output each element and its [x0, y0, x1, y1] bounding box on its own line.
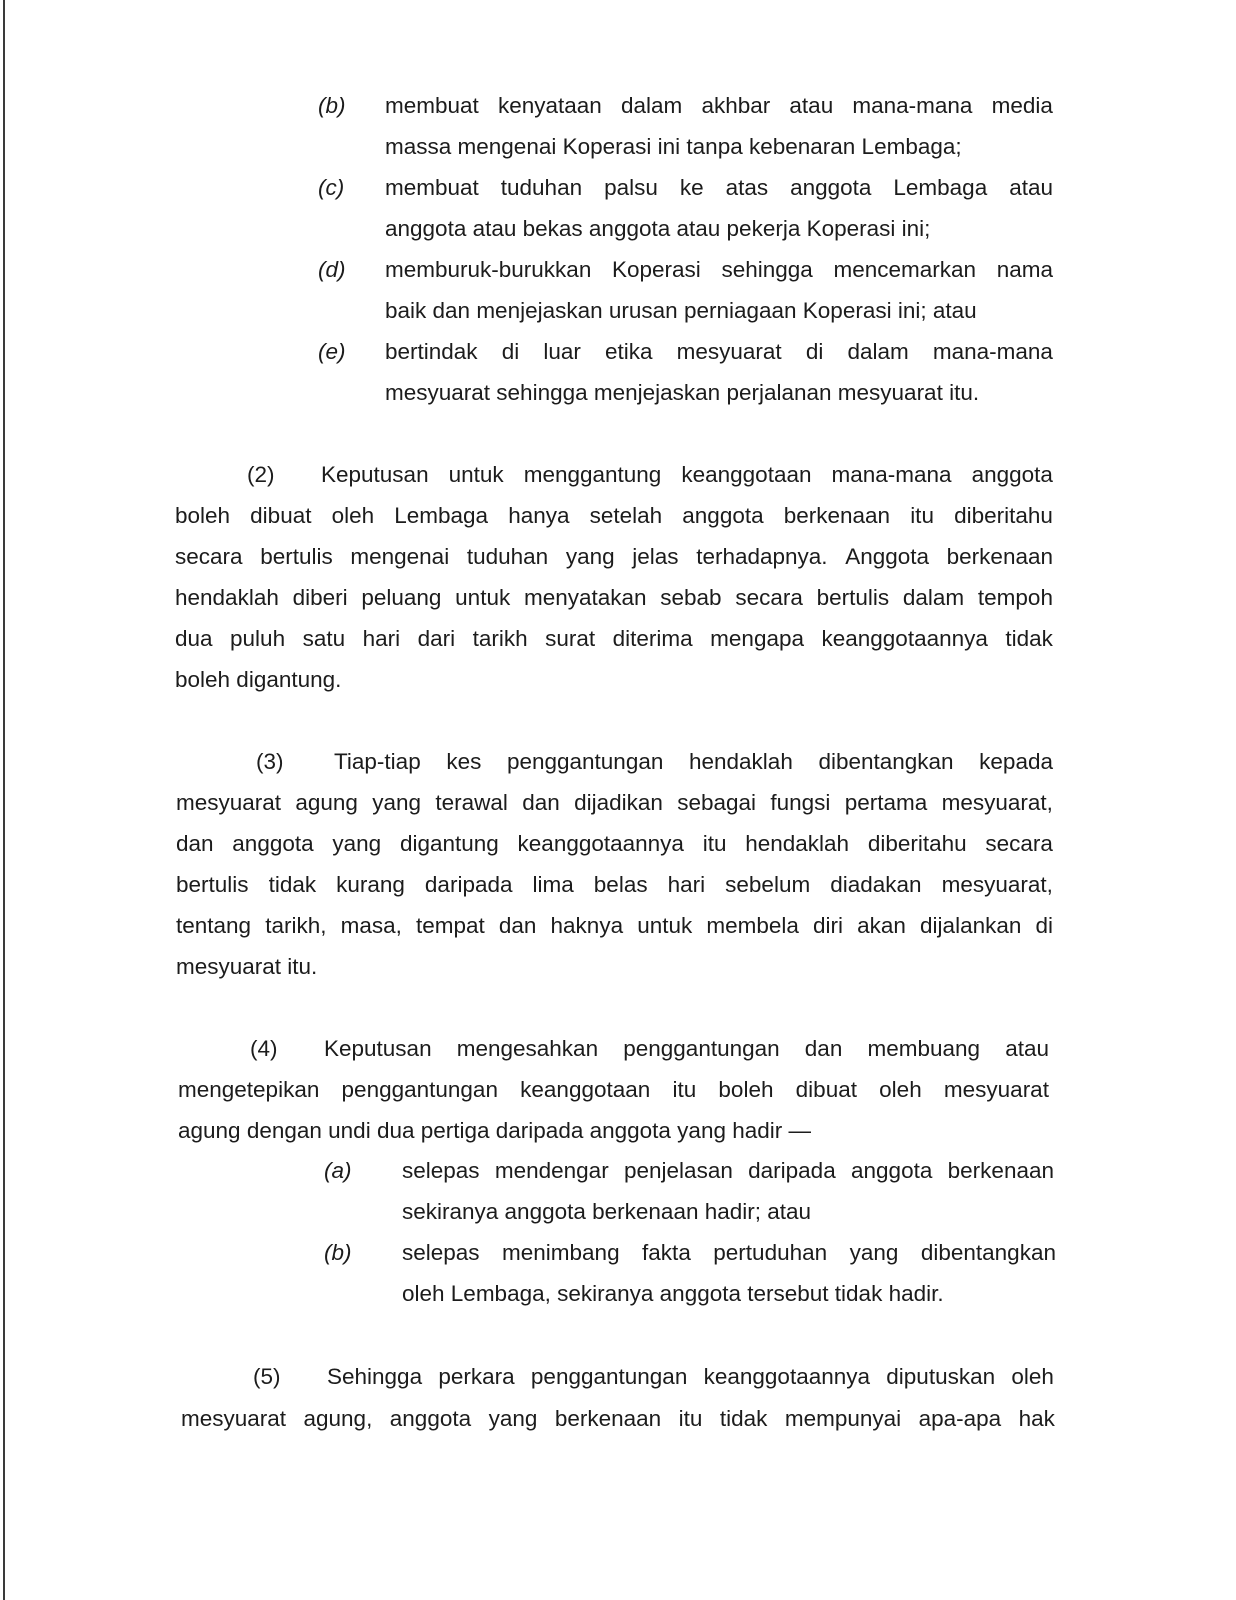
word: untuk — [455, 585, 511, 610]
word: membela — [706, 913, 799, 938]
word: mesyuarat, — [941, 790, 1053, 815]
paragraph-line — [176, 790, 1053, 816]
word: mendengar — [494, 1158, 609, 1183]
paragraph-line — [178, 1077, 1049, 1103]
page-edge-line — [3, 0, 5, 1600]
word: menimbang — [502, 1240, 620, 1265]
word: penggantungan — [341, 1077, 498, 1102]
word: anggota — [851, 1158, 933, 1183]
word: dan — [176, 831, 214, 856]
word: dibentangkan — [818, 749, 954, 774]
word: anggota — [790, 175, 872, 200]
word: dua — [175, 626, 213, 651]
paragraph-line — [175, 544, 1053, 570]
word: bertindak — [385, 339, 478, 364]
word: belas — [593, 872, 648, 897]
item-text-line — [385, 175, 1053, 201]
word: etika — [604, 339, 653, 364]
item-text-line — [402, 1240, 1056, 1266]
word: atau — [789, 93, 834, 118]
word: membuat — [385, 175, 479, 200]
word: mana-mana — [831, 462, 952, 487]
word: mana-mana — [932, 339, 1053, 364]
word: yang — [849, 1240, 899, 1265]
word: di — [1035, 913, 1053, 938]
word: sehingga — [721, 257, 813, 282]
word: boleh — [175, 503, 231, 528]
paragraph-line — [181, 1406, 1055, 1432]
paragraph-line: agung dengan undi dua pertiga daripada anggota yang hadir — — [178, 1118, 812, 1143]
word: dalam — [620, 93, 683, 118]
word: yang — [372, 790, 422, 815]
word: sebelum — [725, 872, 811, 897]
word: dari — [417, 626, 456, 651]
word: tuduhan — [466, 544, 549, 569]
item-label: (b) — [318, 93, 346, 118]
word: yang — [332, 831, 382, 856]
word: hendaklah — [688, 749, 793, 774]
word: membuat — [385, 93, 479, 118]
word: anggota — [389, 1406, 472, 1431]
item-text-line — [402, 1158, 1054, 1184]
word: kenyataan — [497, 93, 602, 118]
word: diberitahu — [954, 503, 1053, 528]
paragraph-line — [176, 831, 1053, 857]
word: itu — [672, 1077, 697, 1102]
item-text-line — [385, 339, 1053, 365]
word: mesyuarat, — [941, 872, 1053, 897]
paragraph-line: mesyuarat itu. — [176, 954, 318, 979]
word: dijalankan — [920, 913, 1022, 938]
word: untuk — [448, 462, 504, 487]
word: anggota — [232, 831, 314, 856]
word: bertulis — [816, 585, 890, 610]
word: ke — [679, 175, 704, 200]
word: mengapa — [710, 626, 804, 651]
word: bertulis — [176, 872, 249, 897]
word: perkara — [438, 1364, 515, 1389]
word: agung — [295, 790, 358, 815]
word: itu — [702, 831, 727, 856]
word: dibentangkan — [920, 1240, 1056, 1265]
word: berkenaan — [947, 1158, 1054, 1183]
word: puluh — [230, 626, 286, 651]
word: oleh — [879, 1077, 922, 1102]
word: dibuat — [795, 1077, 857, 1102]
paragraph-line — [334, 749, 1053, 775]
word: mesyuarat — [176, 790, 282, 815]
word: keanggotaan — [520, 1077, 651, 1102]
word: tidak — [268, 872, 317, 897]
word: hari — [667, 872, 706, 897]
item-label: (c) — [318, 175, 345, 200]
word: bertulis — [260, 544, 333, 569]
word: penggantungan — [623, 1036, 780, 1061]
paragraph-line — [175, 585, 1053, 611]
word: media — [991, 93, 1053, 118]
word: atau — [1009, 175, 1053, 200]
item-text-line: mesyuarat sehingga menjejaskan perjalanan mesyuarat itu. — [385, 380, 980, 405]
word: atas — [725, 175, 769, 200]
word: masa, — [340, 913, 402, 938]
word: apa-apa — [918, 1406, 1002, 1431]
word: digantung — [399, 831, 499, 856]
word: menggantung — [523, 462, 662, 487]
word: akan — [857, 913, 906, 938]
word: selepas — [402, 1158, 480, 1183]
paragraph-line — [175, 503, 1053, 529]
word: mengetepikan — [178, 1077, 320, 1102]
item-label: (a) — [324, 1158, 352, 1183]
word: berkenaan — [554, 1406, 662, 1431]
paragraph-line: boleh digantung. — [175, 667, 342, 692]
word: daripada — [748, 1158, 836, 1183]
word: mengenai — [350, 544, 450, 569]
word: setelah — [589, 503, 663, 528]
word: nama — [996, 257, 1053, 282]
word: Koperasi — [612, 257, 701, 282]
word: keanggotaannya — [703, 1364, 871, 1389]
word: mencemarkan — [833, 257, 977, 282]
word: jelas — [632, 544, 679, 569]
paragraph-line — [321, 462, 1053, 488]
word: hendaklah — [745, 831, 850, 856]
item-label: (e) — [318, 339, 346, 364]
item-label: (d) — [318, 257, 346, 282]
word: Keputusan — [324, 1036, 432, 1061]
word: itu — [910, 503, 934, 528]
word: sebagai — [677, 790, 757, 815]
word: selepas — [402, 1240, 480, 1265]
word: oleh — [1011, 1364, 1054, 1389]
word: palsu — [604, 175, 658, 200]
word: hanya — [508, 503, 570, 528]
word: agung, — [303, 1406, 373, 1431]
item-text-line: sekiranya anggota berkenaan hadir; atau — [402, 1199, 812, 1224]
word: kurang — [336, 872, 405, 897]
word: keanggotaannya — [517, 831, 684, 856]
word: dan — [804, 1036, 843, 1061]
word: mengesahkan — [456, 1036, 599, 1061]
item-text-line: anggota atau bekas anggota atau pekerja Koperasi ini; — [385, 216, 931, 241]
word: peluang — [361, 585, 442, 610]
word: haknya — [550, 913, 624, 938]
item-text-line — [385, 93, 1053, 119]
paragraph-line — [176, 913, 1053, 939]
word: Lembaga — [893, 175, 988, 200]
paragraph-number: (5) — [253, 1364, 281, 1389]
word: mempunyai — [784, 1406, 902, 1431]
word: untuk — [637, 913, 693, 938]
word: atau — [1005, 1036, 1049, 1061]
word: sebab — [660, 585, 722, 610]
item-text-line: massa mengenai Koperasi ini tanpa kebenaran Lembaga; — [385, 134, 962, 159]
word: tarikh — [472, 626, 528, 651]
word: membuang — [867, 1036, 981, 1061]
word: dan — [498, 913, 537, 938]
word: mana-mana — [852, 93, 973, 118]
word: lima — [532, 872, 574, 897]
word: Tiap-tiap — [334, 749, 421, 774]
word: tuduhan — [500, 175, 583, 200]
word: fungsi — [770, 790, 831, 815]
word: dibuat — [250, 503, 312, 528]
word: pertama — [844, 790, 928, 815]
word: penggantungan — [530, 1364, 688, 1389]
paragraph-line — [324, 1036, 1049, 1062]
word: hak — [1018, 1406, 1055, 1431]
word: luar — [543, 339, 581, 364]
word: Lembaga — [394, 503, 489, 528]
word: tempoh — [977, 585, 1053, 610]
word: memburuk-burukkan — [385, 257, 592, 282]
word: berkenaan — [946, 544, 1053, 569]
word: boleh — [718, 1077, 774, 1102]
paragraph-number: (4) — [250, 1036, 278, 1061]
word: di — [501, 339, 520, 364]
paragraph-line — [176, 872, 1053, 898]
word: diberi — [292, 585, 348, 610]
word: diputuskan — [886, 1364, 996, 1389]
word: satu — [302, 626, 346, 651]
word: fakta — [642, 1240, 691, 1265]
word: terawal — [435, 790, 508, 815]
word: Keputusan — [321, 462, 429, 487]
word: tarikh, — [265, 913, 327, 938]
word: akhbar — [701, 93, 771, 118]
word: diterima — [612, 626, 693, 651]
word: tidak — [1005, 626, 1053, 651]
item-text-line: baik dan menjejaskan urusan perniagaan Koperasi ini; atau — [385, 298, 977, 323]
paragraph-line — [327, 1364, 1054, 1390]
word: dalam — [902, 585, 965, 610]
word: tidak — [719, 1406, 768, 1431]
word: yang — [488, 1406, 538, 1431]
word: tentang — [176, 913, 252, 938]
item-text-line — [385, 257, 1053, 283]
word: di — [805, 339, 824, 364]
word: terhadapnya. — [696, 544, 828, 569]
word: daripada — [424, 872, 513, 897]
word: secara — [735, 585, 803, 610]
word: Sehingga — [327, 1364, 423, 1389]
word: hari — [362, 626, 401, 651]
word: surat — [545, 626, 596, 651]
item-label: (b) — [324, 1240, 352, 1265]
word: dalam — [847, 339, 909, 364]
word: diadakan — [830, 872, 922, 897]
word: mesyuarat — [676, 339, 782, 364]
word: hendaklah — [175, 585, 279, 610]
word: secara — [985, 831, 1053, 856]
word: anggota — [971, 462, 1053, 487]
paragraph-number: (3) — [256, 749, 284, 774]
word: mesyuarat — [181, 1406, 287, 1431]
word: penggantungan — [506, 749, 664, 774]
word: yang — [565, 544, 615, 569]
word: dan — [522, 790, 560, 815]
word: diberitahu — [867, 831, 967, 856]
word: tempat — [415, 913, 485, 938]
word: anggota — [682, 503, 764, 528]
word: oleh — [331, 503, 375, 528]
word: mesyuarat — [943, 1077, 1049, 1102]
word: keanggotaan — [681, 462, 812, 487]
word: keanggotaannya — [821, 626, 988, 651]
word: itu — [678, 1406, 703, 1431]
word: kes — [446, 749, 482, 774]
word: diri — [813, 913, 844, 938]
word: Anggota — [845, 544, 930, 569]
word: kepada — [979, 749, 1053, 774]
word: dijadikan — [574, 790, 663, 815]
item-text-line: oleh Lembaga, sekiranya anggota tersebut tidak hadir. — [402, 1281, 944, 1306]
paragraph-line — [175, 626, 1053, 652]
word: berkenaan — [783, 503, 891, 528]
word: secara — [175, 544, 243, 569]
word: menyatakan — [523, 585, 647, 610]
paragraph-number: (2) — [247, 462, 275, 487]
word: pertuduhan — [713, 1240, 828, 1265]
word: penjelasan — [624, 1158, 733, 1183]
